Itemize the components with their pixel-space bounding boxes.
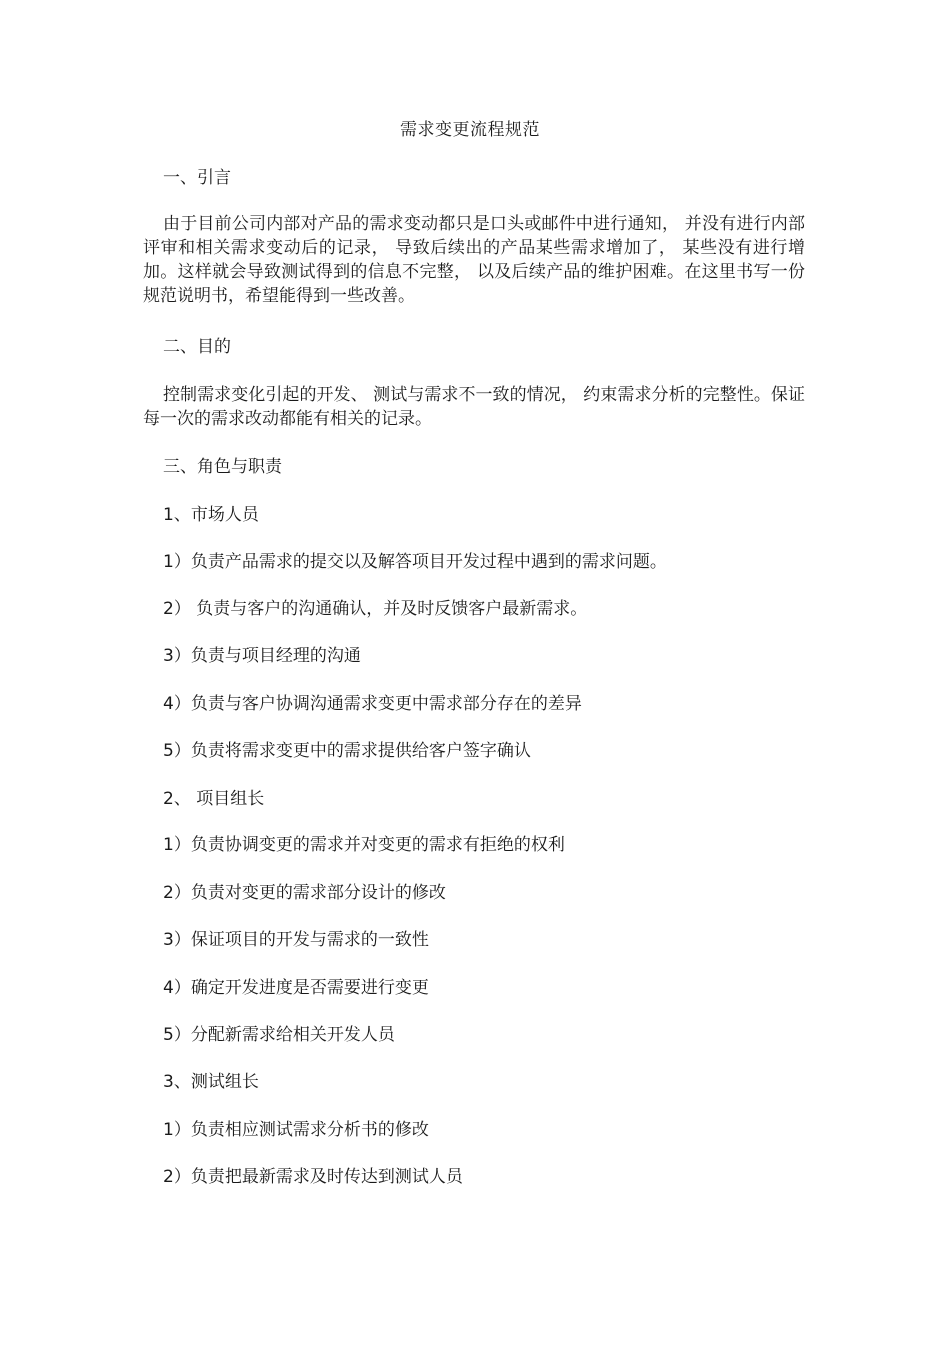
section-heading-introduction: 一、引言 [163,168,231,188]
document-title: 需求变更流程规范 [400,120,540,140]
purpose-paragraph: 控制需求变化引起的开发、 测试与需求不一致的情况， 约束需求分析的完整性。保证每一次的需求改动都能有相关的记录。 [143,385,805,429]
introduction-paragraph: 由于目前公司内部对产品的需求变动都只是口头或邮件中进行通知， 并没有进行内部评审和相关需求变动后的记录， 导致后续出的产品某些需求增加了， 某些没有进行增加。这样就会导致测试得到的信息不完整， 以及后续产品的维护困难。在这里书写一份规范说明书，希望能得到一些改善。 [143,214,805,306]
list-item: 5）负责将需求变更中的需求提供给客户签字确认 [163,741,531,761]
list-item: 1）负责协调变更的需求并对变更的需求有拒绝的权利 [163,835,565,855]
list-item: 5）分配新需求给相关开发人员 [163,1025,395,1045]
list-item: 1）负责相应测试需求分析书的修改 [163,1120,429,1140]
role-heading-marketing: 1、市场人员 [163,505,259,525]
list-item: 3）负责与项目经理的沟通 [163,646,361,666]
role-heading-test-lead: 3、测试组长 [163,1072,259,1092]
list-item: 2）负责对变更的需求部分设计的修改 [163,883,446,903]
section-heading-roles: 三、角色与职责 [163,457,282,477]
section-heading-purpose: 二、目的 [163,337,231,357]
list-item: 4）负责与客户协调沟通需求变更中需求部分存在的差异 [163,694,582,714]
list-item: 2） 负责与客户的沟通确认，并及时反馈客户最新需求。 [163,599,588,619]
list-item: 2）负责把最新需求及时传达到测试人员 [163,1167,463,1187]
list-item: 3）保证项目的开发与需求的一致性 [163,930,429,950]
role-heading-project-lead: 2、 项目组长 [163,789,265,809]
list-item: 1）负责产品需求的提交以及解答项目开发过程中遇到的需求问题。 [163,552,667,572]
list-item: 4）确定开发进度是否需要进行变更 [163,978,429,998]
